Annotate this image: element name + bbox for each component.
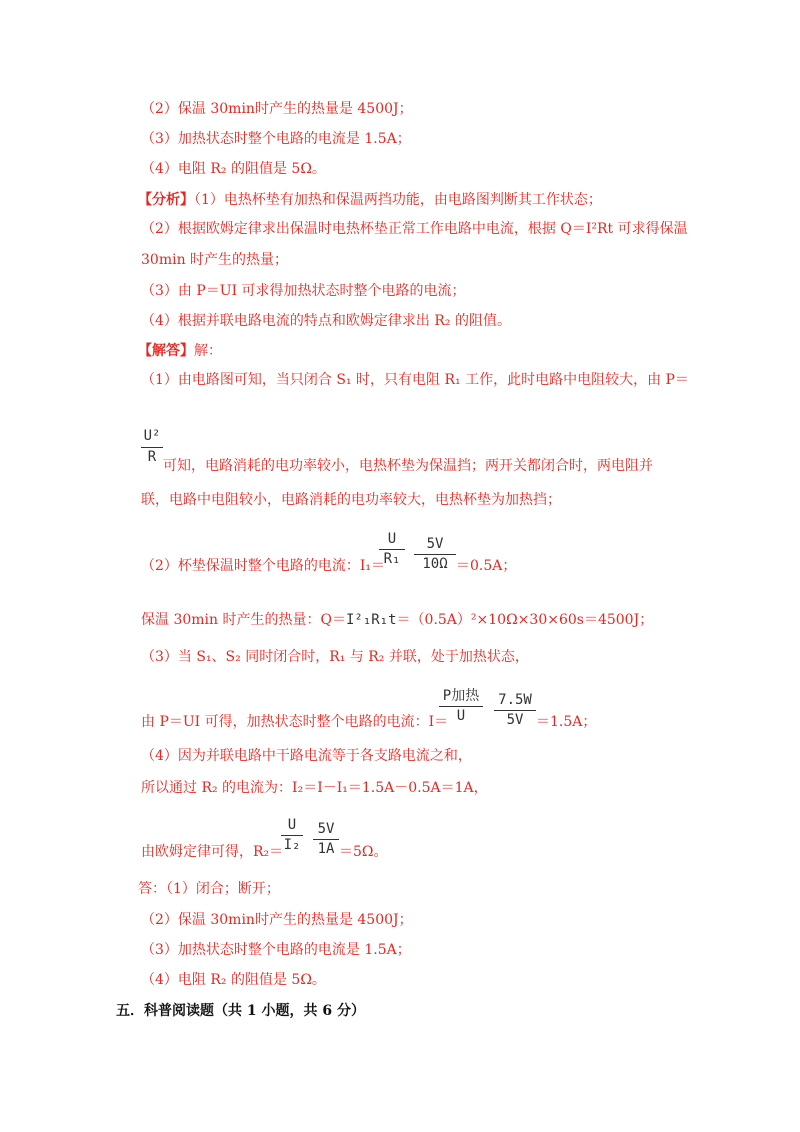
analysis-line-3: 30min 时产生的热量； — [141, 252, 289, 268]
fraction-5v-over-10ohm: 5V 10Ω — [414, 536, 456, 576]
analysis-label: 【分析】 — [138, 192, 194, 208]
solution-line-3: 保温 30min 时产生的热量：Q＝I²₁R₁t＝（0.5A）²×10Ω×30×60s＝4500J； — [141, 612, 654, 628]
fraction-u-over-r1: U R₁ — [379, 531, 405, 571]
solution-line-1: （1）由电路图可知，当只闭合 S₁ 时，只有电阻 R₁ 工作，此时电路中电阻较大，由 P＝ — [141, 372, 689, 388]
analysis-line-5: （4）根据并联电路电流的特点和欧姆定律求出 R₂ 的阻值。 — [141, 313, 511, 329]
solution-line-4: （3）当 S₁、S₂ 同时闭合时，R₁ 与 R₂ 并联，处于加热状态， — [141, 649, 529, 665]
answer-line-4: （4）电阻 R₂ 的阻值是 5Ω。 — [141, 972, 326, 988]
solution-line-6: （4）因为并联电路中干路电流等于各支路电流之和， — [141, 748, 472, 764]
solution-line-1b: 可知，电路消耗的电功率较小，电热杯垫为保温挡；两开关都闭合时，两电阻并 — [163, 458, 653, 474]
analysis-line-4: （3）由 P＝UI 可求得加热状态时整个电路的电流； — [141, 283, 466, 299]
fraction-u2-over-r: U² R — [141, 428, 163, 468]
fraction-7-5w-over-5v: 7.5W 5V — [494, 692, 536, 732]
section-heading: 五．科普阅读题（共 1 小题，共 6 分） — [116, 1003, 365, 1019]
solution-line-2-result: ＝0.5A； — [456, 558, 517, 574]
solution-line-2: （2）杯垫保温时整个电路的电流：I₁＝ — [141, 558, 386, 574]
analysis-line-1: 【分析】（1）电热杯垫有加热和保温两挡功能，由电路图判断其工作状态； — [138, 192, 602, 208]
solution-line-7: 所以通过 R₂ 的电流为：I₂＝I－I₁＝1.5A－0.5A＝1A， — [141, 780, 488, 796]
result-line-2: （2）保温 30min时产生的热量是 4500J； — [141, 101, 413, 117]
answer-line-3: （3）加热状态时整个电路的电流是 1.5A； — [141, 942, 411, 958]
solution-line-5: 由 P＝UI 可得，加热状态时整个电路的电流：I＝ — [141, 714, 449, 730]
answer-line-1: 答：（1）闭合；断开； — [138, 881, 280, 897]
solution-header: 【解答】解： — [138, 343, 222, 359]
solution-line-8: 由欧姆定律可得，R₂＝ — [141, 844, 284, 860]
fraction-u-over-i2: U I₂ — [281, 817, 303, 857]
solution-line-5-result: ＝1.5A； — [536, 714, 597, 730]
analysis-line-2: （2）根据欧姆定律求出保温时电热杯垫正常工作电路中电流，根据 Q＝I²Rt 可求得保温 — [141, 221, 688, 237]
solution-label: 【解答】 — [138, 343, 194, 359]
result-line-3: （3）加热状态时整个电路的电流是 1.5A； — [141, 131, 411, 147]
solution-line-8-result: ＝5Ω。 — [339, 844, 388, 860]
fraction-pheat-over-u: P加热 U — [439, 688, 483, 728]
answer-line-2: （2）保温 30min时产生的热量是 4500J； — [141, 912, 413, 928]
fraction-5v-over-1a: 5V 1A — [313, 821, 339, 861]
solution-line-1c: 联，电路中电阻较小，电路消耗的电功率较大，电热杯垫为加热挡； — [141, 492, 561, 508]
result-line-4: （4）电阻 R₂ 的阻值是 5Ω。 — [141, 161, 326, 177]
